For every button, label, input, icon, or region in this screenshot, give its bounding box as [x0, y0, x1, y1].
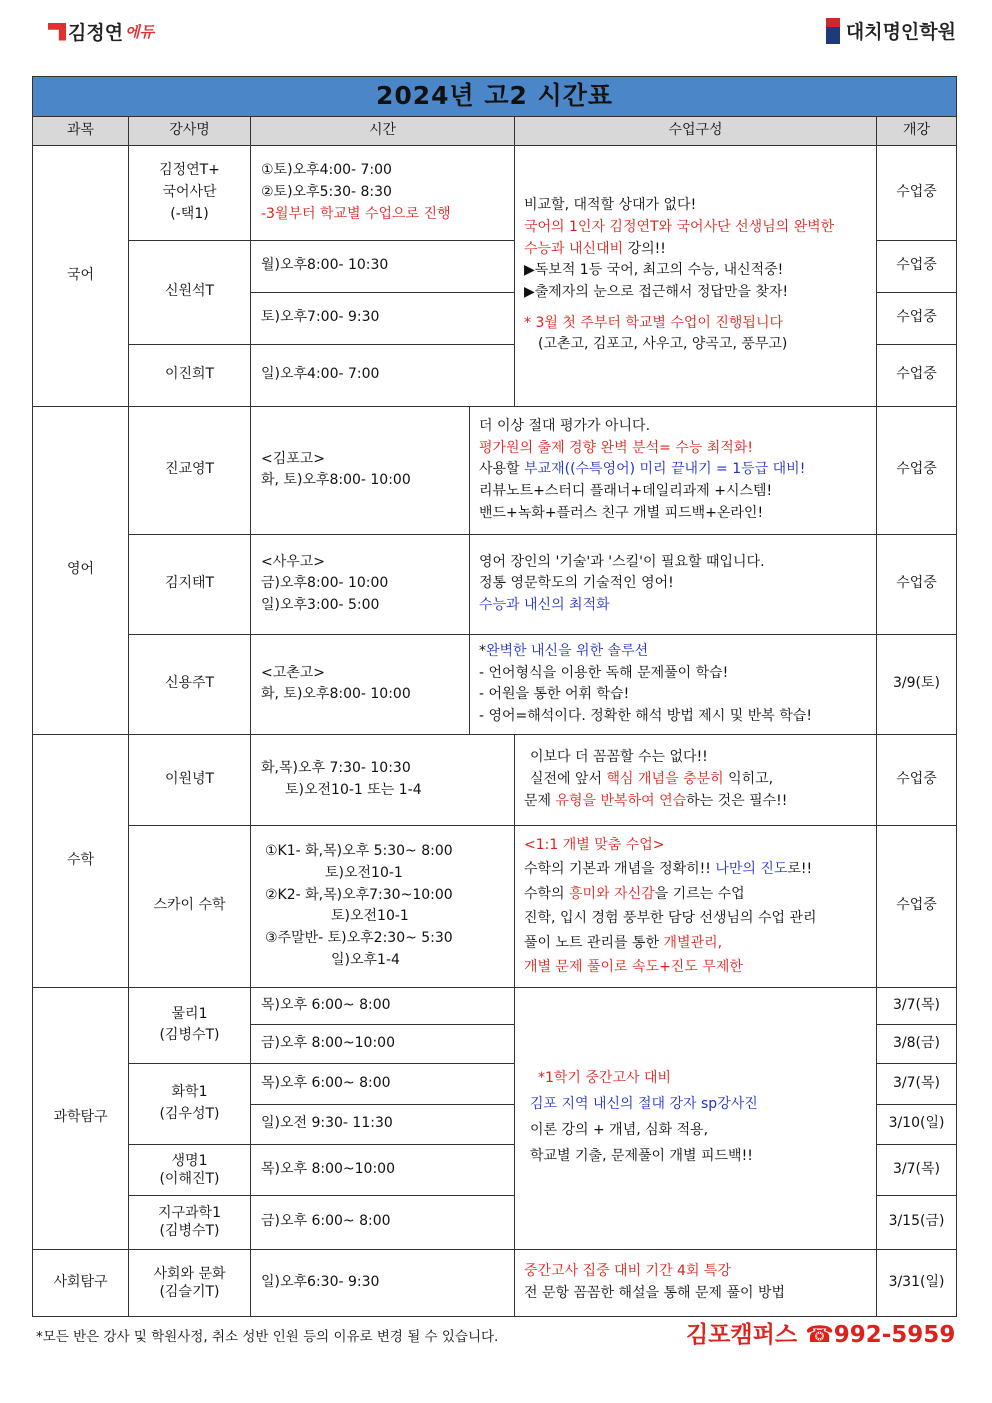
teacher-name: 진교영T — [129, 406, 251, 534]
time-line: 화, 토)오후8:00- 10:00 — [261, 472, 411, 489]
status-badge: 수업중 — [877, 406, 957, 534]
table-row — [33, 1249, 957, 1316]
teacher-name-line: (김우성T) — [159, 1105, 220, 1122]
col-subject: 과목 — [33, 116, 129, 145]
desc-line: 개별 문제 풀이로 속도+진도 무제한 — [524, 959, 743, 976]
subject-english: 영어 — [33, 406, 129, 734]
class-description — [515, 825, 877, 987]
desc-line: ▶독보적 1등 국어, 최고의 수능, 내신적중! — [524, 262, 784, 279]
time-line: 토)오전10-1 또는 1-4 — [285, 781, 422, 798]
desc-highlight: 핵심 개념을 충분히 — [606, 770, 724, 787]
time-line: ①K1- 화,목)오후 5:30~ 8:00 — [265, 843, 453, 860]
teacher-name-line: 김정연T+ — [159, 162, 220, 179]
time-line: 금)오후8:00- 10:00 — [261, 575, 389, 592]
desc-line: *1학기 중간고사 대비 — [538, 1070, 671, 1087]
teacher-name: 스카이 수학 — [129, 825, 251, 987]
time-line: 토)오전10-1 — [331, 908, 409, 925]
footer-note: *모든 반은 강사 및 학원사정, 취소 성반 인원 등의 이유로 변경 될 수 있습니다. — [36, 1329, 499, 1345]
desc-line: - 언어형식을 이용한 독해 문제풀이 학습! — [479, 664, 729, 681]
desc-highlight: 나만의 진도 — [715, 861, 788, 878]
status-badge: 수업중 — [877, 344, 957, 406]
time-line: ③주말반- 토)오후2:30~ 5:30 — [265, 929, 453, 946]
subject-math: 수학 — [33, 734, 129, 987]
desc-text: 익히고, — [723, 770, 774, 787]
class-description — [515, 734, 877, 825]
class-description — [515, 1249, 877, 1316]
timetable — [32, 76, 957, 1317]
status-badge: 수업중 — [877, 240, 957, 292]
course-name: 사회와 문화 — [153, 1265, 226, 1282]
class-time: 토)오후7:00- 9:30 — [251, 292, 515, 344]
table-row — [33, 634, 957, 734]
status-badge: 수업중 — [877, 145, 957, 240]
desc-text: 수학의 — [524, 885, 570, 902]
desc-highlight: 완벽한 내신을 위한 솔루션 — [486, 642, 649, 659]
col-time: 시간 — [251, 116, 515, 145]
teacher-name: 신원석T — [129, 240, 251, 344]
logo-mark-icon — [48, 23, 66, 41]
desc-line: 밴드+녹화+플러스 친구 개별 피드백+온라인! — [479, 504, 764, 521]
desc-line: 이보다 더 꼼꼼할 수는 없다!! — [530, 749, 708, 766]
table-row — [33, 534, 957, 634]
class-description — [515, 145, 877, 406]
col-start: 개강 — [877, 116, 957, 145]
status-badge: 3/10(일) — [877, 1104, 957, 1144]
desc-line: 학교별 기출, 문제풀이 개별 피드백!! — [530, 1148, 753, 1165]
desc-text: 강의!! — [623, 240, 666, 257]
class-time: 일)오전 9:30- 11:30 — [251, 1104, 515, 1144]
time-note: -3월부터 학교별 수업으로 진행 — [261, 205, 451, 222]
class-time — [251, 406, 470, 534]
campus-contact: 김포캠퍼스 ☎992-5959 — [686, 1322, 956, 1348]
desc-highlight: 개별관리, — [663, 934, 723, 951]
desc-line: 리뷰노트+스터디 플래너+데일리과제 +시스템! — [479, 483, 773, 500]
class-time — [251, 734, 515, 825]
teacher-name — [129, 145, 251, 240]
time-line: ②토)오후5:30- 8:30 — [261, 183, 392, 200]
desc-line: <1:1 개별 맞춤 수업> — [524, 836, 665, 853]
desc-highlight: 유형을 반복하여 연습 — [555, 792, 687, 809]
teacher-name — [129, 1195, 251, 1249]
teacher-name-line: (이해진T) — [159, 1170, 220, 1187]
class-time: 금)오후 6:00~ 8:00 — [251, 1195, 515, 1249]
teacher-name-line: 국어사단 — [162, 183, 217, 200]
status-badge: 수업중 — [877, 825, 957, 987]
class-time: 금)오후 8:00~10:00 — [251, 1024, 515, 1063]
course-name: 물리1 — [171, 1005, 208, 1022]
status-badge: 3/15(금) — [877, 1195, 957, 1249]
desc-line: - 어원을 통한 어휘 학습! — [479, 686, 630, 703]
desc-line: 진학, 입시 경험 풍부한 담당 선생님의 수업 관리 — [524, 910, 817, 927]
desc-text: 사용할 — [479, 461, 525, 478]
school-label: <고촌고> — [261, 664, 326, 681]
time-line: 일)오후1-4 — [331, 951, 400, 968]
logo-left-text: 김정연 — [68, 22, 124, 44]
desc-line: - 영어=해석이다. 정확한 해석 방법 제시 및 반복 학습! — [479, 707, 812, 724]
table-row — [33, 987, 957, 1024]
class-time — [251, 145, 515, 240]
time-line: 일)오후3:00- 5:00 — [261, 597, 380, 614]
status-badge: 3/7(목) — [877, 1063, 957, 1104]
teacher-name: 신용주T — [129, 634, 251, 734]
class-time: 일)오후6:30- 9:30 — [251, 1249, 515, 1316]
desc-line: 정통 영문학도의 기술적인 영어! — [479, 575, 674, 592]
teacher-name: 이원녕T — [129, 734, 251, 825]
teacher-name-line: (김병수T) — [159, 1027, 220, 1044]
status-badge: 3/31(일) — [877, 1249, 957, 1316]
status-badge: 3/8(금) — [877, 1024, 957, 1063]
class-time — [251, 825, 515, 987]
desc-line: 전 문항 꼼꼼한 해설을 통해 문제 풀이 방법 — [524, 1284, 786, 1301]
table-row — [33, 145, 957, 240]
teacher-name-line: (김병수T) — [159, 1223, 220, 1240]
teacher-name-line: (-택1) — [170, 205, 209, 222]
col-content: 수업구성 — [515, 116, 877, 145]
status-badge: 3/7(목) — [877, 1144, 957, 1195]
class-description — [470, 534, 877, 634]
desc-line: 중간고사 집중 대비 기간 4회 특강 — [524, 1263, 731, 1280]
course-name: 화학1 — [171, 1084, 208, 1101]
desc-text: 풀이 노트 관리를 통한 — [524, 934, 664, 951]
desc-highlight: 부교재((수특영어) 미리 끝내기 = 1등급 대비! — [524, 461, 806, 478]
desc-text: 로!! — [787, 861, 813, 878]
class-time: 목)오후 6:00~ 8:00 — [251, 1063, 515, 1104]
time-line: 토)오전10-1 — [325, 864, 403, 881]
class-description — [470, 406, 877, 534]
table-row — [33, 825, 957, 987]
table-row — [33, 734, 957, 825]
school-label: <사우고> — [261, 553, 326, 570]
time-line: 화,목)오후 7:30- 10:30 — [261, 760, 411, 777]
subject-science: 과학탐구 — [33, 987, 129, 1249]
subject-social: 사회탐구 — [33, 1249, 129, 1316]
desc-bullet: * — [479, 642, 486, 659]
desc-line: 영어 장인의 '기술'과 '스킬'이 필요할 때입니다. — [479, 553, 765, 570]
desc-line: 비교할, 대적할 상대가 없다! — [524, 197, 697, 214]
logo-right-text: 대치명인학원 — [845, 21, 956, 43]
class-time — [251, 534, 470, 634]
table-row — [33, 406, 957, 534]
desc-text: 을 기르는 수업 — [654, 885, 745, 902]
desc-line: (고촌고, 김포고, 사우고, 양곡고, 풍무고) — [538, 336, 788, 353]
class-time: 목)오후 6:00~ 8:00 — [251, 987, 515, 1024]
class-time: 월)오후8:00- 10:30 — [251, 240, 515, 292]
desc-line: 김포 지역 내신의 절대 강자 sp강사진 — [530, 1096, 758, 1113]
subject-korean: 국어 — [33, 145, 129, 406]
desc-line: 더 이상 절대 평가가 아니다. — [479, 418, 651, 435]
daechi-academy-logo — [826, 17, 956, 44]
class-time: 일)오후4:00- 7:00 — [251, 344, 515, 406]
desc-line: 수능과 내신의 최적화 — [479, 597, 610, 614]
status-badge: 수업중 — [877, 534, 957, 634]
class-time: 목)오후 8:00~10:00 — [251, 1144, 515, 1195]
desc-line: 평가원의 출제 경향 완벽 분석= 수능 최적화! — [479, 439, 753, 456]
status-badge: 3/7(목) — [877, 987, 957, 1024]
desc-text: 문제 — [524, 792, 556, 809]
page-title: 2024년 고2 시간표 — [33, 77, 957, 117]
teacher-name — [129, 1063, 251, 1144]
logo-left-edu: 에듀 — [125, 23, 155, 41]
teacher-name: 이진희T — [129, 344, 251, 406]
time-line: 화, 토)오후8:00- 10:00 — [261, 686, 411, 703]
desc-line: * 3월 첫 주부터 학교별 수업이 진행됩니다 — [524, 314, 783, 331]
desc-text: 실전에 앞서 — [530, 770, 607, 787]
desc-text: 수학의 기본과 개념을 정확히!! — [524, 861, 716, 878]
status-badge: 수업중 — [877, 292, 957, 344]
column-header-row — [33, 116, 957, 145]
teacher-name — [129, 1249, 251, 1316]
desc-line: 국어의 1인자 김정연T와 국어사단 선생님의 완벽한 — [524, 219, 835, 236]
time-line: ①토)오후4:00- 7:00 — [261, 162, 392, 179]
teacher-name — [129, 987, 251, 1063]
course-name: 지구과학1 — [157, 1205, 221, 1222]
class-description — [515, 987, 877, 1249]
teacher-name-line: (김슬기T) — [159, 1283, 220, 1300]
status-badge: 수업중 — [877, 734, 957, 825]
teacher-name: 김지태T — [129, 534, 251, 634]
time-line: ②K2- 화,목)오후7:30~10:00 — [265, 886, 453, 903]
status-badge: 3/9(토) — [877, 634, 957, 734]
academy-mark-icon — [826, 18, 840, 44]
course-name: 생명1 — [171, 1152, 208, 1169]
desc-highlight: 수능과 내신대비 — [524, 240, 624, 257]
desc-line: 이론 강의 + 개념, 심화 적용, — [530, 1122, 709, 1139]
class-description — [470, 634, 877, 734]
desc-line: ▶출제자의 눈으로 접근해서 정답만을 찾자! — [524, 284, 789, 301]
teacher-name — [129, 1144, 251, 1195]
desc-highlight: 흥미와 자신감 — [569, 885, 655, 902]
desc-text: 하는 것은 필수!! — [686, 792, 788, 809]
col-teacher: 강사명 — [129, 116, 251, 145]
school-label: <김포고> — [261, 450, 326, 467]
class-time — [251, 634, 470, 734]
kimjungyeon-edu-logo — [48, 18, 154, 45]
